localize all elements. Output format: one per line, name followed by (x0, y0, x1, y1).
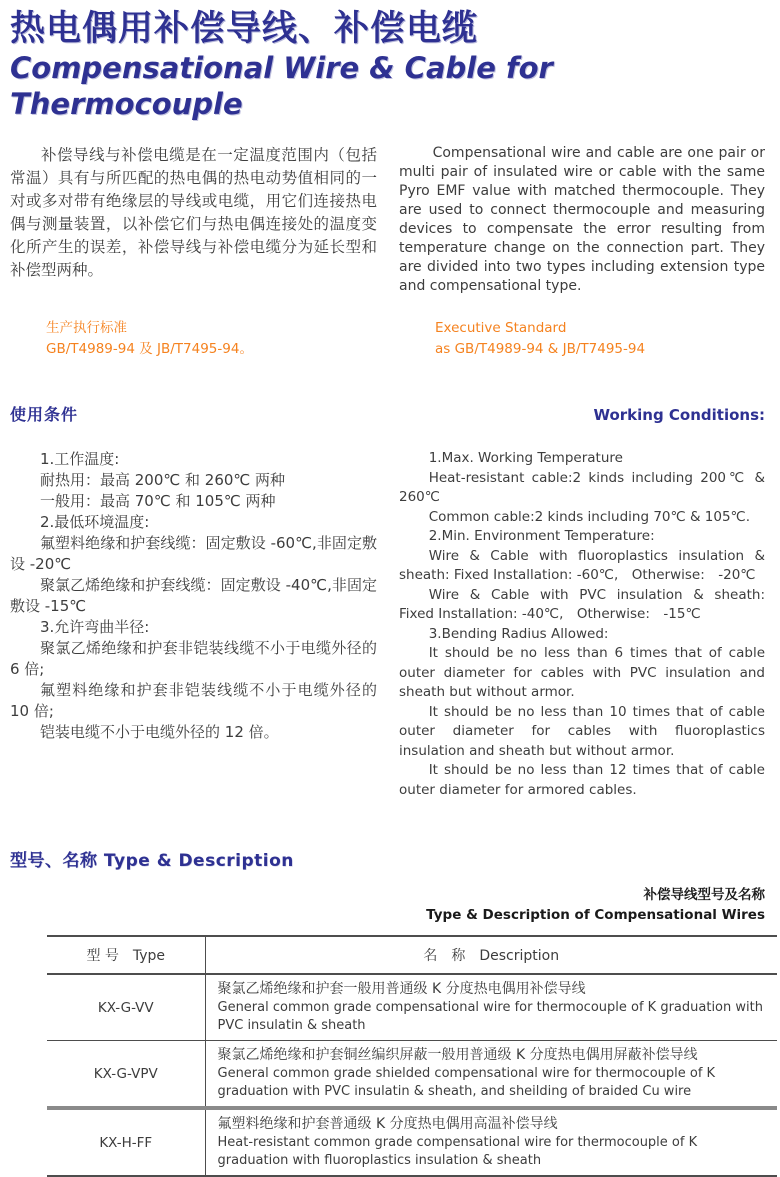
standard-label-zh: 生产执行标准 (46, 320, 127, 336)
standard-value-zh: GB/T4989-94 及 JB/T7495-94。 (46, 341, 253, 357)
table-header-row (47, 936, 777, 974)
description-en: General common grade compensational wire for thermocouple of K graduation with PVC insulatin & sheath (217, 1000, 763, 1033)
condition-item-zh: 铠装电缆不小于电缆外径的 12 倍。 (40, 723, 279, 741)
conditions-header-zh: 使用条件 (10, 405, 79, 424)
description-en: Heat-resistant common grade compensational wire for thermocouple of K graduation with fluoroplastics insulation & sheath (217, 1135, 698, 1168)
type-cell: KX-G-VPV (47, 1041, 205, 1109)
standards-section (10, 318, 765, 360)
intro-column-zh (10, 144, 377, 296)
condition-item-en: It should be no less than 12 times that of cable outer diameter for armored cables. (399, 762, 765, 798)
condition-item-zh: 1.工作温度: (40, 450, 120, 468)
standard-value-en: as GB/T4989-94 & JB/T7495-94 (435, 341, 646, 357)
condition-item-en: 1.Max. Working Temperature (428, 450, 623, 466)
type-cell: KX-G-VV (47, 974, 205, 1041)
condition-item-zh: 耐热用：最高 200℃ 和 260℃ 两种 (40, 471, 286, 489)
condition-item-zh: 3.允许弯曲半径: (40, 618, 150, 636)
condition-item-en: Wire & Cable with fluoroplastics insulation & sheath: Fixed Installation: -60℃, Otherwise: -20℃ (399, 547, 765, 583)
description-en: General common grade shielded compensational wire for thermocouple of K graduation with PVC insulatin & sheath, and sheilding of braided Cu wire (217, 1066, 716, 1099)
condition-item-zh: 2.最低环境温度: (40, 513, 150, 531)
intro-column-en (399, 144, 765, 296)
condition-item-en: It should be no less than 6 times that of cable outer diameter for cables with PVC insulation and sheath but without armor. (399, 645, 765, 700)
description-zh: 氟塑料绝缘和护套普通级 K 分度热电偶用高温补偿导线 (217, 1116, 558, 1132)
description-zh: 聚氯乙烯绝缘和护套一般用普通级 K 分度热电偶用补偿导线 (217, 981, 586, 997)
condition-item-en: Common cable:2 kinds including 70℃ & 105℃. (428, 508, 750, 525)
table-row (47, 1041, 777, 1109)
condition-item-zh: 氟塑料绝缘和护套非铠装线缆不小于电缆外径的 10 倍; (10, 681, 377, 720)
description-cell (205, 1041, 777, 1109)
description-cell (205, 1108, 777, 1176)
condition-item-en: 2.Min. Environment Temperature: (428, 528, 655, 544)
intro-section (10, 144, 765, 296)
condition-item-zh: 氟塑料绝缘和护套线缆：固定敷设 -60℃,非固定敷设 -20℃ (10, 534, 377, 573)
page-title-en: Compensational Wire & Cable for Thermocouple (10, 51, 553, 121)
standard-block-en (399, 318, 765, 360)
condition-item-en: Heat-resistant cable:2 kinds including 200℃ & 260℃ (399, 469, 765, 505)
condition-item-zh: 聚氯乙烯绝缘和护套非铠装线缆不小于电缆外径的 6 倍; (10, 639, 377, 678)
table-subtitle-en: Type & Description of Compensational Wires (426, 907, 765, 923)
condition-item-en: 3.Bending Radius Allowed: (428, 625, 609, 642)
intro-paragraph-en: Compensational wire and cable are one pair or multi pair of insulated wire or cable with the same Pyro EMF value with matched thermocouple. They are used to connect thermocouple and measuring devices to compensate the error resulting from temperature change on the connection part. They are divided into two types including extension type and compensational type. (399, 145, 765, 294)
column-header-description: 名 称 Description (423, 948, 560, 964)
type-section-header: 型号、名称 Type & Description (10, 851, 294, 871)
type-description-table (47, 935, 777, 1177)
conditions-list-zh (10, 449, 377, 800)
conditions-header-row (10, 402, 765, 425)
conditions-section (10, 449, 779, 800)
conditions-list-en (399, 449, 779, 800)
condition-item-zh: 一般用：最高 70℃ 和 105℃ 两种 (40, 492, 276, 510)
type-cell: KX-H-FF (47, 1108, 205, 1176)
condition-item-zh: 聚氯乙烯绝缘和护套线缆：固定敷设 -40℃,非固定敷设 -15℃ (10, 576, 377, 615)
conditions-header-en: Working Conditions: (593, 406, 765, 424)
page-title-zh: 热电偶用补偿导线、补偿电缆 (10, 9, 479, 49)
column-header-type: 型 号 Type (47, 936, 205, 974)
condition-item-en: It should be no less than 10 times that of cable outer diameter for cables with fluoroplastics insulation and sheath but without armor. (399, 703, 765, 759)
description-zh: 聚氯乙烯绝缘和护套铜丝编织屏蔽一般用普通级 K 分度热电偶用屏蔽补偿导线 (217, 1047, 698, 1063)
standard-label-en: Executive Standard (435, 320, 567, 336)
table-row (47, 1108, 777, 1176)
description-cell (205, 974, 777, 1041)
condition-item-en: Wire & Cable with PVC insulation & sheath: Fixed Installation: -40℃, Otherwise: -15℃ (399, 586, 779, 622)
table-row (47, 974, 777, 1041)
table-subtitle-zh: 补偿导线型号及名称 (643, 887, 765, 903)
standard-block-zh (10, 318, 377, 360)
intro-paragraph-zh: 补偿导线与补偿电缆是在一定温度范围内（包括常温）具有与所匹配的热电偶的热电动势值相同的一对或多对带有绝缘层的导线或电缆，用它们连接热电偶与测量装置，以补偿它们与热电偶连接处的温度变化所产生的误差，补偿导线与补偿电缆分为延长型和补偿型两种。 (10, 146, 377, 279)
